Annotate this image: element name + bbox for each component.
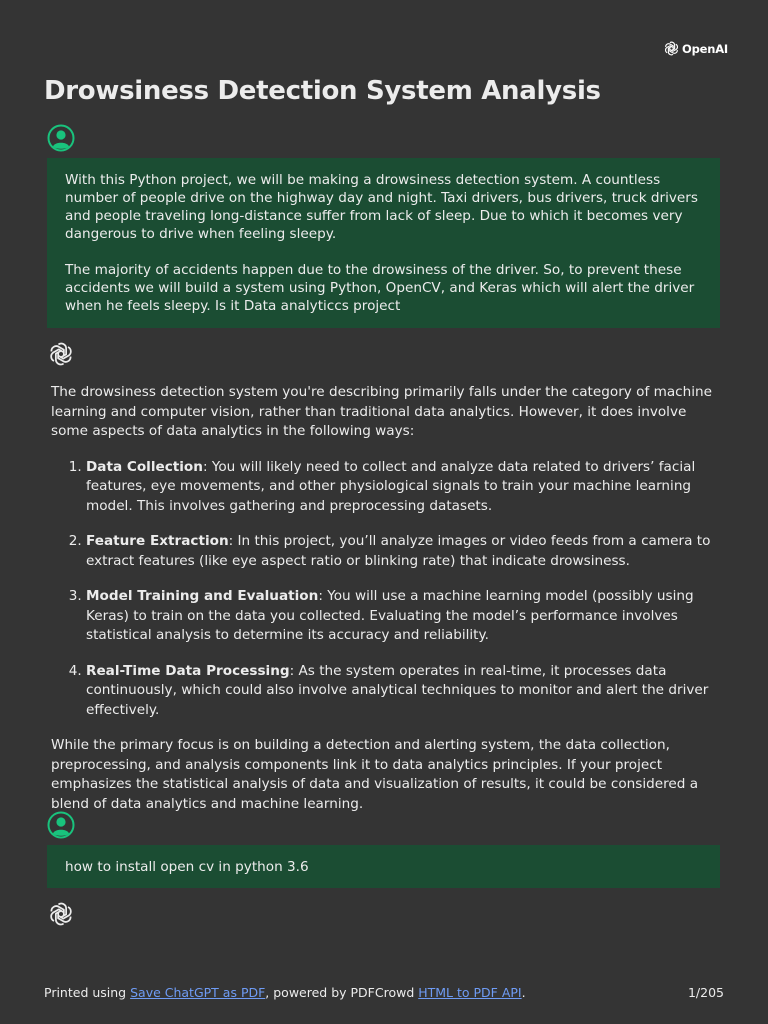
answer-outro: While the primary focus is on building a detection and alerting system, the data collection, preprocessing, and analysis components link it to data analytics principles. If your project emphasizes the statistical analysis of data and visualization of results, it could be considered a blend of data analytics and machine learning. (51, 737, 699, 812)
user-message-paragraph: how to install open cv in python 3.6 (65, 859, 309, 875)
brand-name: OpenAI (682, 41, 728, 56)
user-message-paragraph: With this Python project, we will be making a drowsiness detection system. A countless number of people drive on the highway day and night. Taxi drivers, bus drivers, truck drivers and people traveling long-distance suffer from lack of sleep. Due to which it becomes very dangerous to drive when feeling sleepy. (65, 172, 698, 242)
list-item-text: : You will use a machine learning model (possibly using Keras) to train on the data you collected. Evaluating the model’s performance involves statistical analysis to determine its accuracy and reliability. (86, 588, 694, 643)
assistant-message (51, 383, 721, 814)
answer-intro: The drowsiness detection system you're describing primarily falls under the category of machine learning and computer vision, rather than traditional data analytics. However, it does involve some aspects of data analytics in the following ways: (51, 384, 712, 439)
list-item-text: : As the system operates in real-time, it processes data continuously, which could also involve analytical techniques to monitor and alert the driver effectively. (86, 662, 709, 718)
list-item (86, 458, 721, 517)
openai-brand (663, 40, 728, 57)
save-chatgpt-pdf-link[interactable]: Save ChatGPT as PDF (130, 985, 266, 1000)
page-title: Drowsiness Detection System Analysis (44, 76, 601, 106)
page-number: 1/205 (687, 985, 724, 1000)
list-item-title: Data Collection (86, 458, 203, 475)
user-message (47, 845, 720, 888)
user-avatar-icon (47, 811, 75, 839)
footer-prefix: Printed using (44, 985, 131, 1000)
answer-list (51, 458, 721, 721)
user-avatar-icon (47, 124, 75, 152)
footer-suffix: . (521, 985, 526, 1000)
list-item (86, 662, 721, 721)
footer (44, 985, 724, 1000)
user-message-paragraph: The majority of accidents happen due to the drowsiness of the driver. So, to prevent these accidents we will build a system using Python, OpenCV, and Keras which will alert the driver when he feels sleepy. Is it Data analyticcs project (65, 262, 695, 314)
list-item-title: Model Training and Evaluation (86, 588, 319, 604)
user-message (47, 158, 720, 328)
list-item-text: : You will likely need to collect and analyze data related to drivers’ facial features, eye movements, and other physiological signals to train your machine learning model. This involves gathering and preprocessing datasets. (86, 458, 696, 514)
list-item (86, 532, 721, 571)
chatgpt-logo-icon (47, 900, 75, 928)
list-item-title: Real-Time Data Processing (86, 662, 290, 679)
openai-logo-icon (663, 40, 680, 57)
list-item-text: : In this project, you’ll analyze images or video feeds from a camera to extract features (like eye aspect ratio or blinking rate) that indicate drowsiness. (86, 533, 711, 569)
list-item-title: Feature Extraction (86, 533, 229, 549)
footer-middle: , powered by PDFCrowd (265, 985, 419, 1000)
html-to-pdf-api-link[interactable]: HTML to PDF API (418, 985, 522, 1000)
chatgpt-logo-icon (47, 340, 75, 368)
list-item (86, 587, 721, 646)
